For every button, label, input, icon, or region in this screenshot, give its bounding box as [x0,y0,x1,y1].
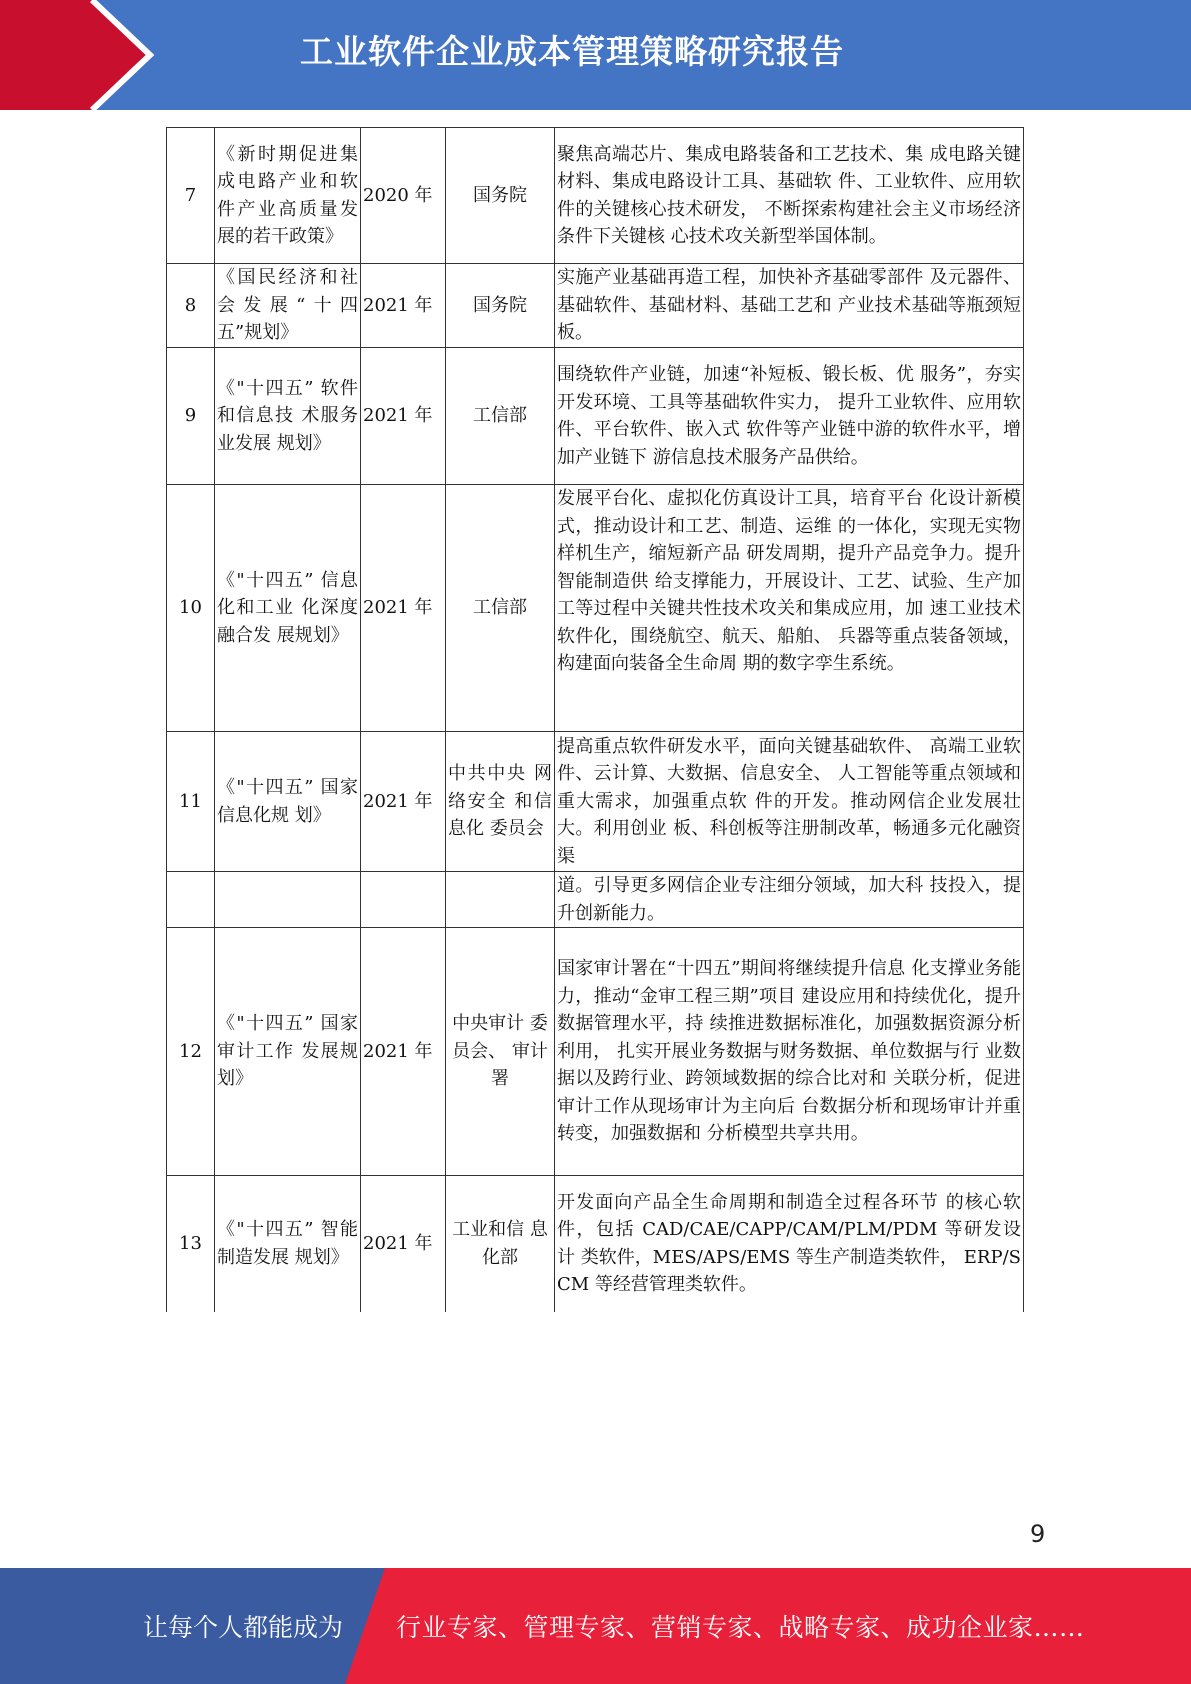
policy-dept: 中央审计 委员会、 审计署 [446,928,555,1176]
row-number: 7 [167,128,215,264]
policy-year: 2021 年 [361,264,446,348]
footer-slogan-right: 行业专家、管理专家、营销专家、战略专家、成功企业家…… [396,1613,1085,1642]
footer-slogan-left: 让每个人都能成为 [143,1613,344,1642]
row-number [167,872,215,928]
policy-year: 2021 年 [361,928,446,1176]
policy-year: 2021 年 [361,732,446,872]
policy-content: 聚焦高端芯片、集成电路装备和工艺技术、集 成电路关键材料、集成电路设计工具、基础软 件、工业软件、应用软件的关键核心技术研发， 不断探索构建社会主义市场经济条件下关键核 心技术攻关新型举国体制。 [555,128,1024,264]
policy-dept: 国务院 [446,128,555,264]
policy-content: 国家审计署在“十四五”期间将继续提升信息 化支撑业务能力，推动“金审工程三期”项目 建设应用和持续优化，提升数据管理水平，持 续推进数据标准化，加强数据资源分析利用， 扎实开展业务数据与财务数据、单位数据与行 业数据以及跨行业、跨领域数据的综合比对和 关联分析，促进审计工作从现场审计为主向后 台数据分析和现场审计并重转变，加强数据和 分析模型共享共用。 [555,928,1024,1176]
policy-content: 开发面向产品全生命周期和制造全过程各环节 的核心软件，包括 CAD/CAE/CAPP/CAM/PLM/PDM 等研发设计 类软件，MES/APS/EMS 等生产制造类软件， ERP/SCM 等经营管理类软件。 [555,1176,1024,1312]
policy-title: 《"十四五” 信息化和工业 化深度融合发 展规划》 [215,485,361,732]
row-number: 12 [167,928,215,1176]
table-row [167,348,1024,485]
policy-content: 提高重点软件研发水平，面向关键基础软件、 高端工业软件、云计算、大数据、信息安全、 人工智能等重点领域和重大需求，加强重点软 件的开发。推动网信企业发展壮大。利用创业 板、科创板等注册制改革，畅通多元化融资渠 [555,732,1024,872]
policy-title: 《新时期促进集成电路产业和软件产业高质量发展的若干政策》 [215,128,361,264]
row-number: 10 [167,485,215,732]
policy-title: 《国民经济和社会发展“十四五”规划》 [215,264,361,348]
table-row [167,128,1024,264]
policy-dept [446,872,555,928]
row-number: 13 [167,1176,215,1312]
policy-title: 《"十四五” 软件和信息技 术服务业发展 规划》 [215,348,361,485]
policy-year: 2021 年 [361,348,446,485]
policy-year: 2021 年 [361,485,446,732]
policy-content: 围绕软件产业链，加速“补短板、锻长板、优 服务”，夯实开发环境、工具等基础软件实力， 提升工业软件、应用软件、平台软件、嵌入式 软件等产业链中游的软件水平，增加产业链下 游信息技术服务产品供给。 [555,348,1024,485]
row-number: 8 [167,264,215,348]
header-chevron-icon [0,0,160,110]
policy-dept: 工信部 [446,348,555,485]
policy-table [166,127,1024,1312]
policy-content: 实施产业基础再造工程，加快补齐基础零部件 及元器件、基础软件、基础材料、基础工艺和 产业技术基础等瓶颈短板。 [555,264,1024,348]
table-row [167,732,1024,872]
table-row [167,928,1024,1176]
policy-title: 《"十四五” 智能制造发展 规划》 [215,1176,361,1312]
table-row [167,872,1024,928]
policy-title [215,872,361,928]
policy-dept: 中共中央 网络安全 和信息化 委员会 [446,732,555,872]
policy-year: 2021 年 [361,1176,446,1312]
policy-year [361,872,446,928]
policy-dept: 工信部 [446,485,555,732]
page-header [0,0,1191,110]
policy-dept: 工业和信 息化部 [446,1176,555,1312]
table-row [167,264,1024,348]
policy-dept: 国务院 [446,264,555,348]
page-footer [0,1568,1191,1684]
policy-title: 《"十四五” 国家信息化规 划》 [215,732,361,872]
policy-title: 《"十四五” 国家审计工作 发展规划》 [215,928,361,1176]
table-row [167,485,1024,732]
policy-content: 发展平台化、虚拟化仿真设计工具，培育平台 化设计新模式，推动设计和工艺、制造、运维 的一体化，实现无实物样机生产，缩短新产品 研发周期，提升产品竞争力。提升智能制造供 给支撑能力，开展设计、工艺、试验、生产加 工等过程中关键共性技术攻关和集成应用，加 速工业技术软件化，围绕航空、航天、船舶、 兵器等重点装备领域，构建面向装备全生命周 期的数字孪生系统。 [555,485,1024,732]
policy-content: 道。引导更多网信企业专注细分领域，加大科 技投入，提升创新能力。 [555,872,1024,928]
table-row [167,1176,1024,1312]
row-number: 9 [167,348,215,485]
page-number: 9 [1030,1520,1046,1548]
policy-year: 2020 年 [361,128,446,264]
row-number: 11 [167,732,215,872]
document-title: 工业软件企业成本管理策略研究报告 [300,32,844,71]
